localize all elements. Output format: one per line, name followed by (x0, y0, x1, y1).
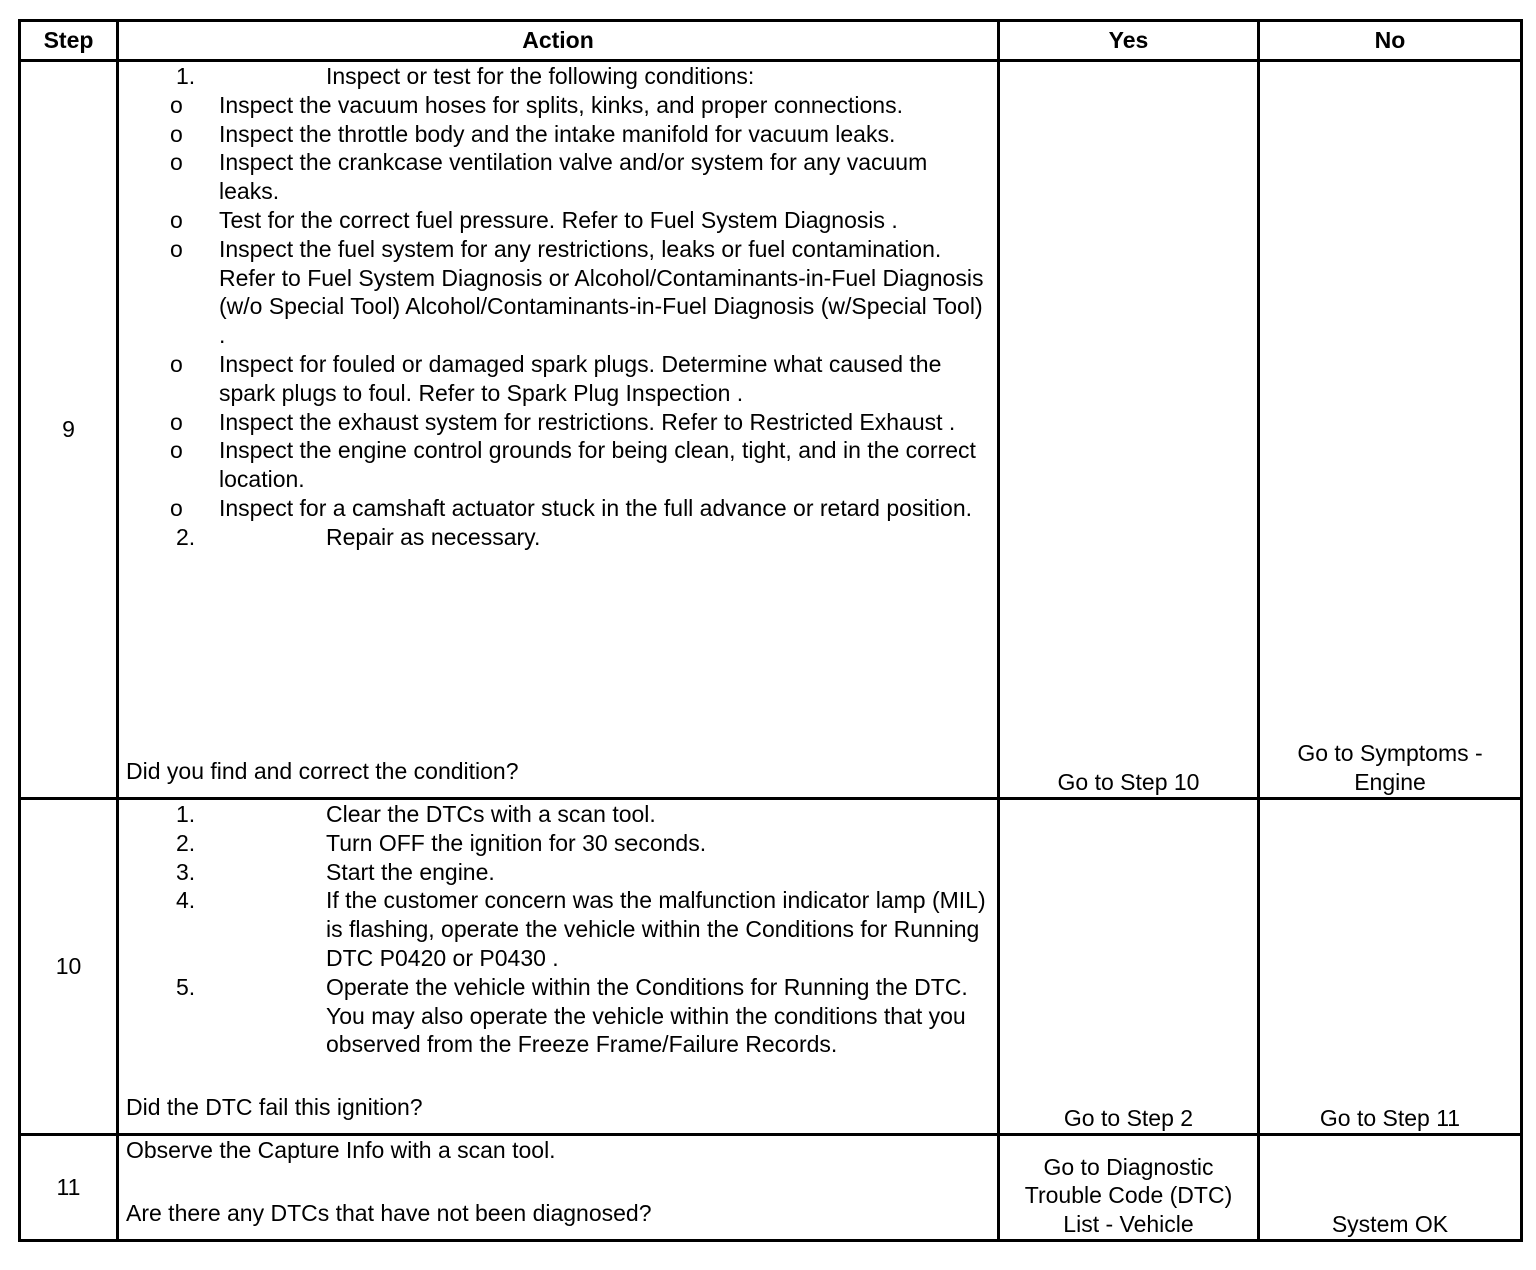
bullet-icon: o (170, 494, 183, 521)
header-yes: Yes (999, 21, 1259, 61)
action-steps (119, 62, 997, 91)
action-step (119, 829, 997, 858)
bullet-icon: o (170, 437, 183, 464)
step-number: 11 (20, 1135, 118, 1241)
header-action: Action (118, 21, 999, 61)
diagnostic-table (18, 19, 1523, 1242)
sub-item: o Inspect the throttle body and the intake manifold for vacuum leaks. (170, 120, 896, 147)
step-index: 3. (176, 858, 196, 885)
bullet-icon: o (170, 149, 183, 176)
action-text: Observe the Capture Info with a scan tool. (126, 1137, 556, 1163)
sub-item: o Test for the correct fuel pressure. Refer to Fuel System Diagnosis . (170, 206, 898, 233)
action-steps (119, 523, 997, 552)
action-cell (118, 1135, 999, 1241)
step-text: Turn OFF the ignition for 30 seconds. (326, 829, 707, 856)
bullet-icon: o (170, 91, 183, 118)
sub-item: o Inspect the crankcase ventilation valve and/or system for any vacuum leaks. (170, 149, 928, 205)
action-cell (118, 799, 999, 1135)
bullet-icon: o (170, 408, 183, 435)
step-index: 1. (176, 801, 196, 827)
step-text: Inspect or test for the following conditions: (326, 63, 755, 89)
sub-item: o Inspect for a camshaft actuator stuck in the full advance or retard position. (170, 494, 973, 521)
question-text: Did you find and correct the condition? (126, 758, 519, 785)
sub-item: o Inspect the vacuum hoses for splits, kinks, and proper connections. (170, 91, 903, 118)
header-no: No (1259, 21, 1522, 61)
sub-list (119, 91, 997, 523)
header-row (20, 21, 1522, 61)
step-text: Operate the vehicle within the Conditions for Running the DTC. You may also operate the vehicle within the conditions that you observed from the Freeze Frame/Failure Records. (326, 973, 968, 1058)
no-result: System OK (1259, 1135, 1522, 1241)
question-text: Are there any DTCs that have not been diagnosed? (126, 1200, 652, 1227)
table-row (20, 799, 1522, 1135)
action-cell (118, 61, 999, 799)
step-index: 5. (176, 973, 196, 1000)
sub-item: o Inspect the fuel system for any restrictions, leaks or fuel contamination. Refer to Fuel System Diagnosis or Alcohol/Contaminants-in-Fuel Diagnosis (w/o Special Tool) Alcohol/Contaminants-in-Fuel Diagnosis (w/Special Tool) . (170, 235, 984, 349)
step-number: 9 (20, 61, 118, 799)
yes-result: Go to Step 2 (999, 799, 1259, 1135)
bullet-icon: o (170, 350, 183, 377)
table-row (20, 1135, 1522, 1241)
action-step (119, 800, 997, 829)
action-step (119, 886, 997, 972)
action-step (119, 62, 997, 91)
yes-result: Go to Diagnostic Trouble Code (DTC) List - Vehicle (999, 1135, 1259, 1241)
bullet-icon: o (170, 235, 183, 262)
action-step (119, 858, 997, 887)
yes-result: Go to Step 10 (999, 61, 1259, 799)
sub-item: o Inspect the exhaust system for restrictions. Refer to Restricted Exhaust . (170, 408, 956, 435)
step-index: 2. (176, 829, 196, 856)
bullet-icon: o (170, 120, 183, 147)
header-step: Step (20, 21, 118, 61)
question-text: Did the DTC fail this ignition? (126, 1094, 423, 1121)
no-result: Go to Step 11 (1259, 799, 1522, 1135)
step-index: 2. (176, 523, 196, 550)
step-number: 10 (20, 799, 118, 1135)
step-index: 1. (176, 63, 196, 89)
no-result: Go to Symptoms - Engine (1259, 61, 1522, 799)
bullet-icon: o (170, 206, 183, 233)
table-row (20, 61, 1522, 799)
step-text: If the customer concern was the malfunction indicator lamp (MIL) is flashing, operate the vehicle within the Conditions for Running DTC P0420 or P0430 . (326, 887, 986, 971)
sub-item: o Inspect for fouled or damaged spark plugs. Determine what caused the spark plugs to foul. Refer to Spark Plug Inspection . (170, 350, 942, 406)
action-step (119, 523, 997, 552)
action-step (119, 973, 997, 1059)
step-text: Clear the DTCs with a scan tool. (326, 801, 656, 827)
step-text: Repair as necessary. (326, 523, 541, 550)
step-index: 4. (176, 887, 196, 914)
action-steps (119, 800, 997, 1059)
step-text: Start the engine. (326, 858, 495, 885)
sub-item: o Inspect the engine control grounds for being clean, tight, and in the correct location. (170, 437, 976, 493)
